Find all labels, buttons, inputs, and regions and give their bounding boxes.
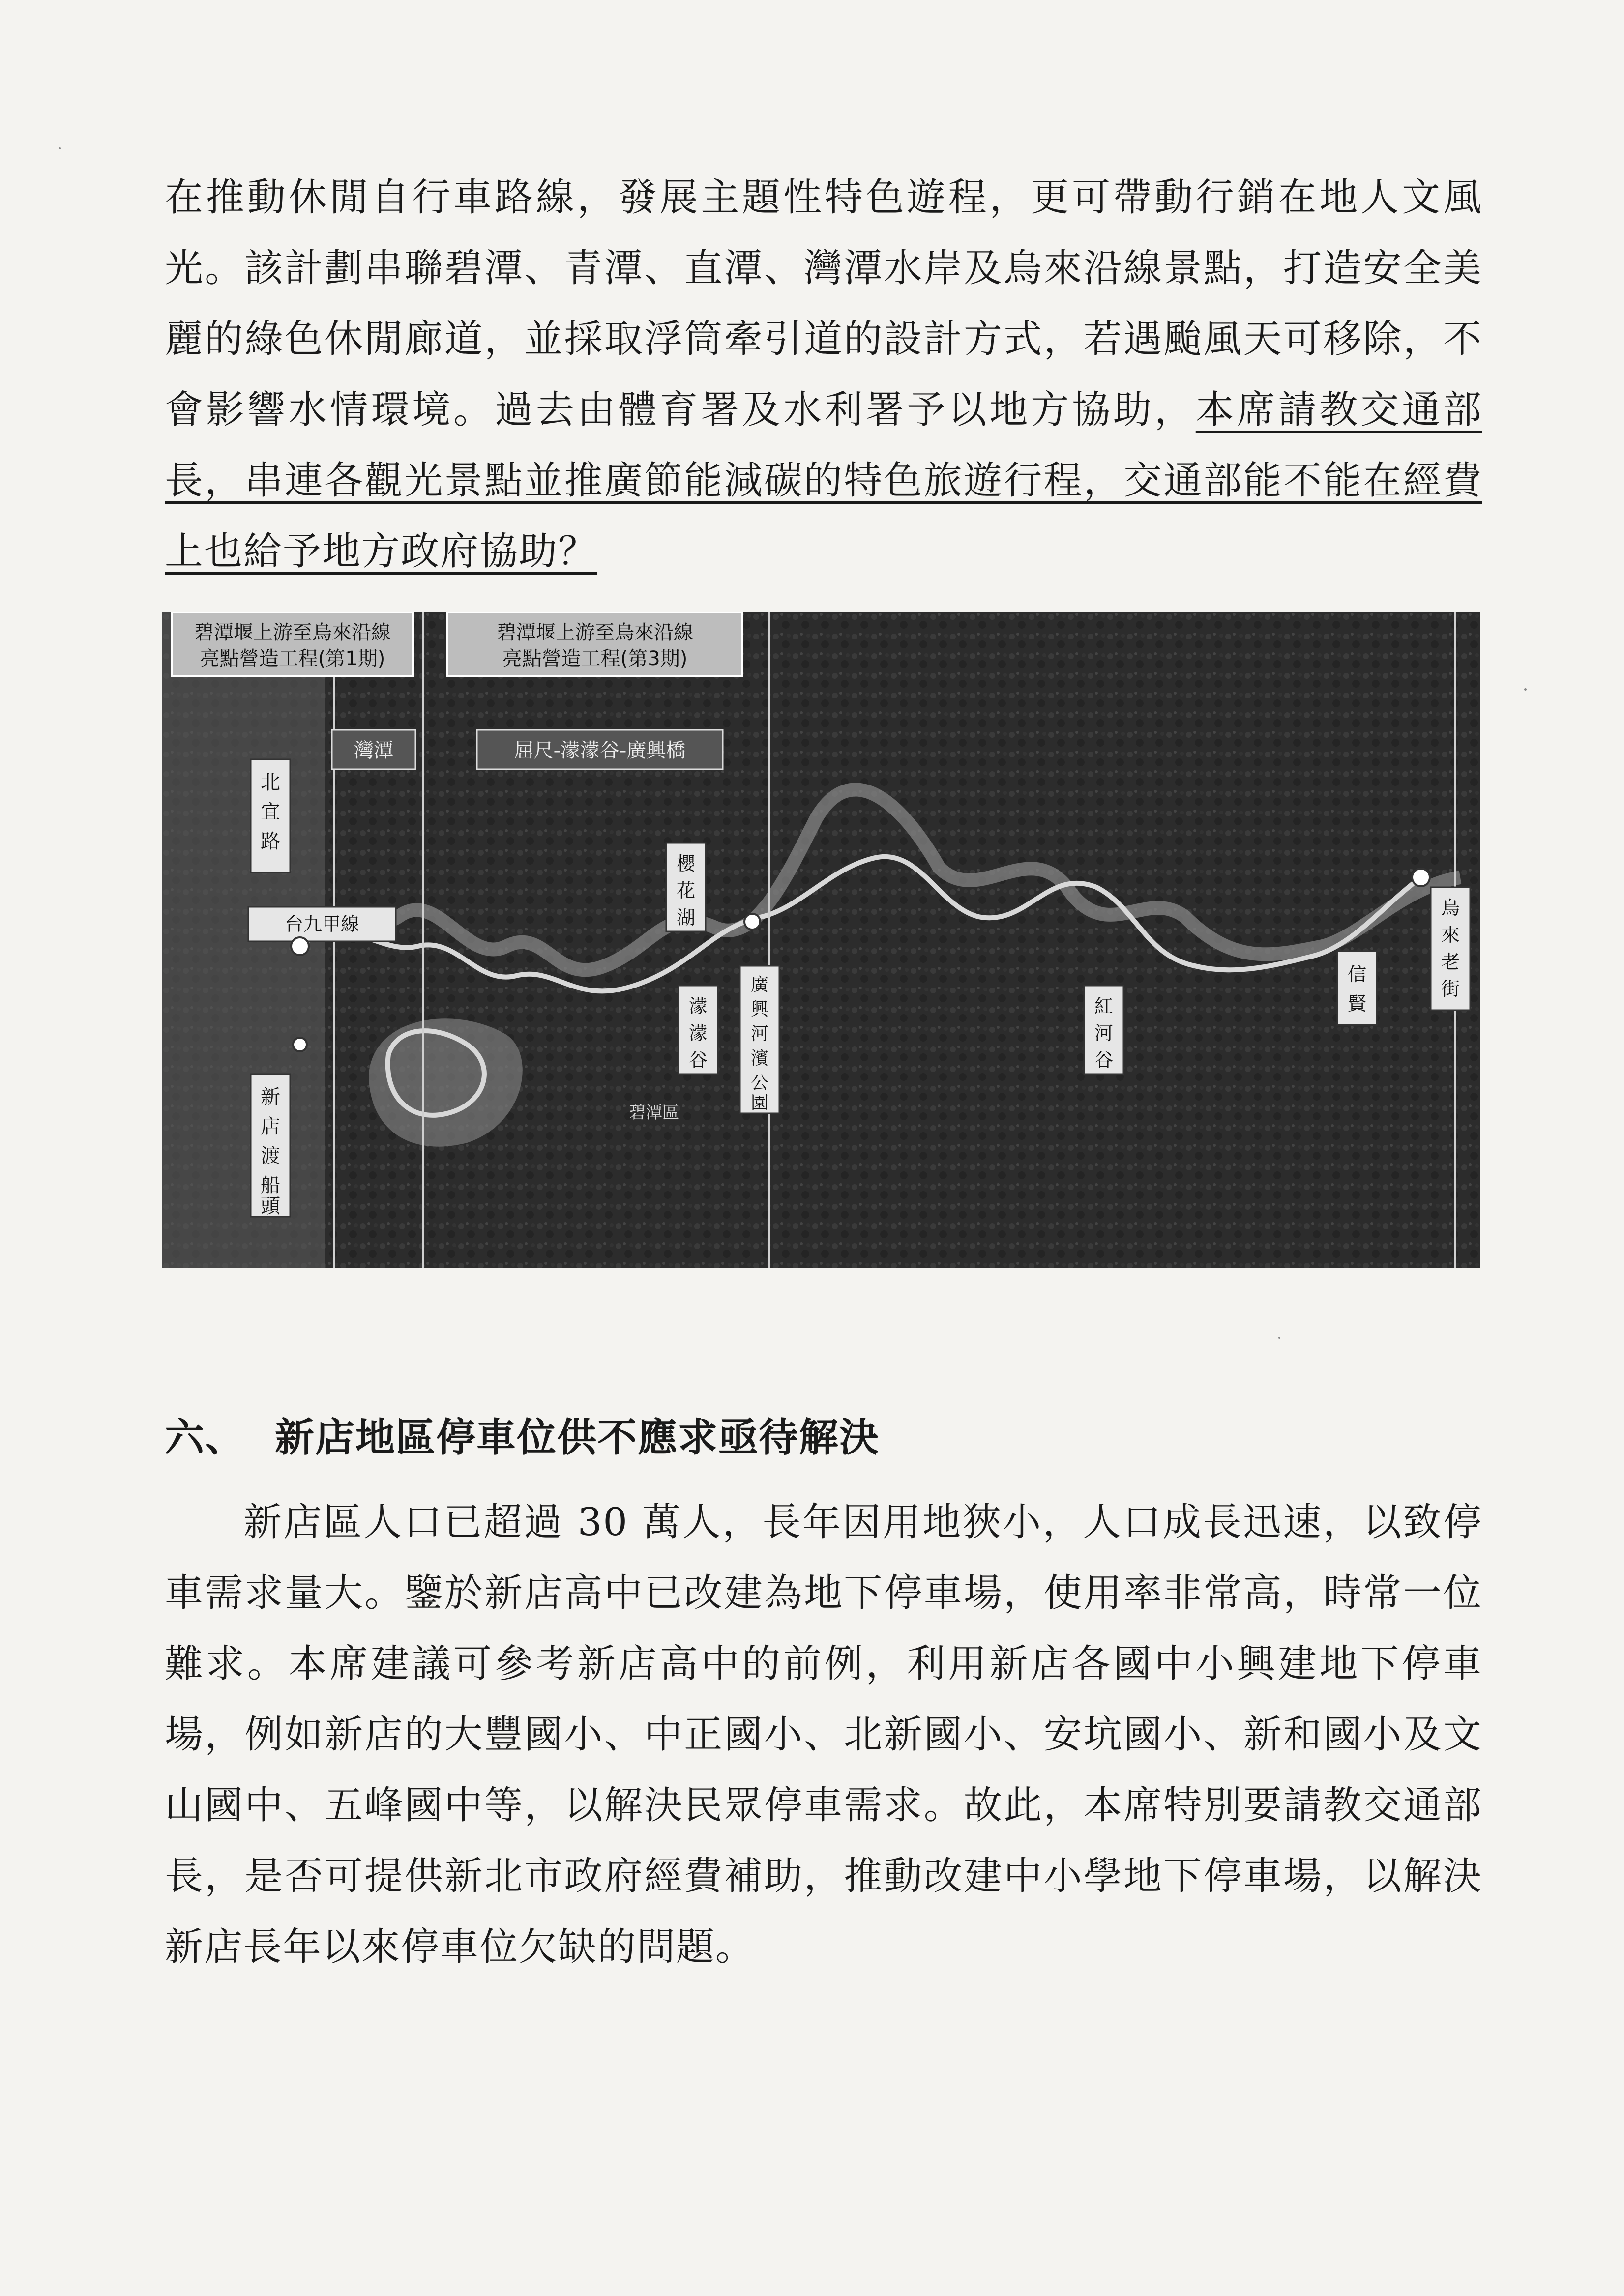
beiyi-road-char2: 宜 (261, 801, 280, 823)
honghe-char1: 紅 (1094, 995, 1114, 1017)
guangxing-char4: 濱 (750, 1048, 769, 1069)
honghe-char3: 谷 (1094, 1049, 1114, 1071)
scan-speck (1278, 1337, 1280, 1339)
guangxing-char5: 公 (750, 1073, 769, 1093)
map-graphic (162, 612, 1480, 1268)
mengmeng-char2: 濛 (688, 1022, 708, 1044)
scan-speck (1524, 688, 1527, 691)
aerial-route-map (162, 612, 1480, 1268)
yinghua-lake-char2: 花 (676, 880, 696, 901)
section6-title: 新店地區停車位供不應求亟待解決 (275, 1415, 880, 1460)
paragraph-bikeway (165, 162, 1482, 587)
paragraph-bikeway-text: 在推動休閒自行車路線，發展主題性特色遊程，更可帶動行銷在地人文風光。該計劃串聯碧潭、青潭、直潭、灣潭水岸及烏來沿線景點，打造安全美麗的綠色休閒廊道，並採取浮筒牽引道的設計方式，若遇颱風天可移除，不會影響水情環境。過去由體育署及水利署予以地方協助， (165, 175, 1482, 432)
guangxing-char2: 興 (750, 999, 769, 1019)
yinghua-lake-char3: 湖 (676, 907, 696, 929)
beiyi-road-char3: 路 (261, 830, 280, 853)
bitan-label: 碧潭區 (629, 1103, 679, 1123)
tai9jia-label: 台九甲線 (284, 913, 360, 935)
phase3-line2: 亮點營造工程(第3期) (502, 647, 688, 670)
paragraph-bikeway-question: 本席請教交通部長，串連各觀光景點並推廣節能減碳的特色旅遊行程，交通部能不能在經費上也給予地方政府協助？ (165, 388, 1482, 574)
wulai-char2: 來 (1441, 924, 1460, 946)
xindian-pier-char4: 船 (261, 1174, 280, 1197)
route-marker (293, 1038, 307, 1051)
guangxing-char1: 廣 (750, 975, 769, 995)
phase3-line1: 碧潭堰上游至烏來沿線 (497, 621, 693, 644)
guangxing-char6: 園 (750, 1093, 769, 1113)
mengmeng-char1: 濛 (688, 995, 708, 1017)
wulai-char4: 街 (1441, 978, 1460, 1000)
wulai-char1: 烏 (1441, 897, 1460, 919)
guangxing-char3: 河 (750, 1024, 769, 1044)
honghe-char2: 河 (1094, 1022, 1114, 1044)
wulai-char3: 老 (1441, 951, 1460, 973)
xindian-pier-char2: 店 (261, 1115, 280, 1138)
xindian-pier-char1: 新 (261, 1086, 280, 1108)
nansun-char1: 信 (1347, 963, 1367, 985)
nansun-char2: 賢 (1347, 993, 1367, 1015)
section6-number: 六、 (165, 1415, 245, 1460)
section-wantan-label: 灣潭 (354, 739, 393, 762)
xindian-pier-char3: 渡 (261, 1145, 280, 1167)
route-marker (1412, 869, 1430, 886)
route-marker (291, 937, 309, 955)
beiyi-road-char1: 北 (261, 771, 280, 794)
xindian-pier-char5: 頭 (261, 1195, 280, 1218)
paragraph-parking: 新店區人口已超過 30 萬人，長年因用地狹小，人口成長迅速，以致停車需求量大。鑒於新店高中已改建為地下停車場，使用率非常高，時常一位難求。本席建議可參考新店高中的前例，利用新店各國中小興建地下停車場，例如新店的大豐國小、中正國小、北新國小、安坑國小、新和國小及文山國中、五峰國中等，以解決民眾停車需求。故此，本席特別要請教交通部長，是否可提供新北市政府經費補助，推動改建中小學地下停車場，以解決新店長年以來停車位欠缺的問題。 (165, 1500, 1482, 1969)
mengmeng-char3: 谷 (688, 1049, 708, 1071)
phase1-line2: 亮點營造工程(第1期) (200, 647, 385, 670)
section6-heading (165, 1406, 880, 1462)
scan-speck (59, 147, 61, 149)
phase1-line1: 碧潭堰上游至烏來沿線 (194, 621, 391, 644)
route-marker (744, 914, 760, 930)
yinghua-lake-char1: 櫻 (676, 853, 696, 874)
section-route-label: 屈尺-濛濛谷-廣興橋 (514, 739, 686, 762)
